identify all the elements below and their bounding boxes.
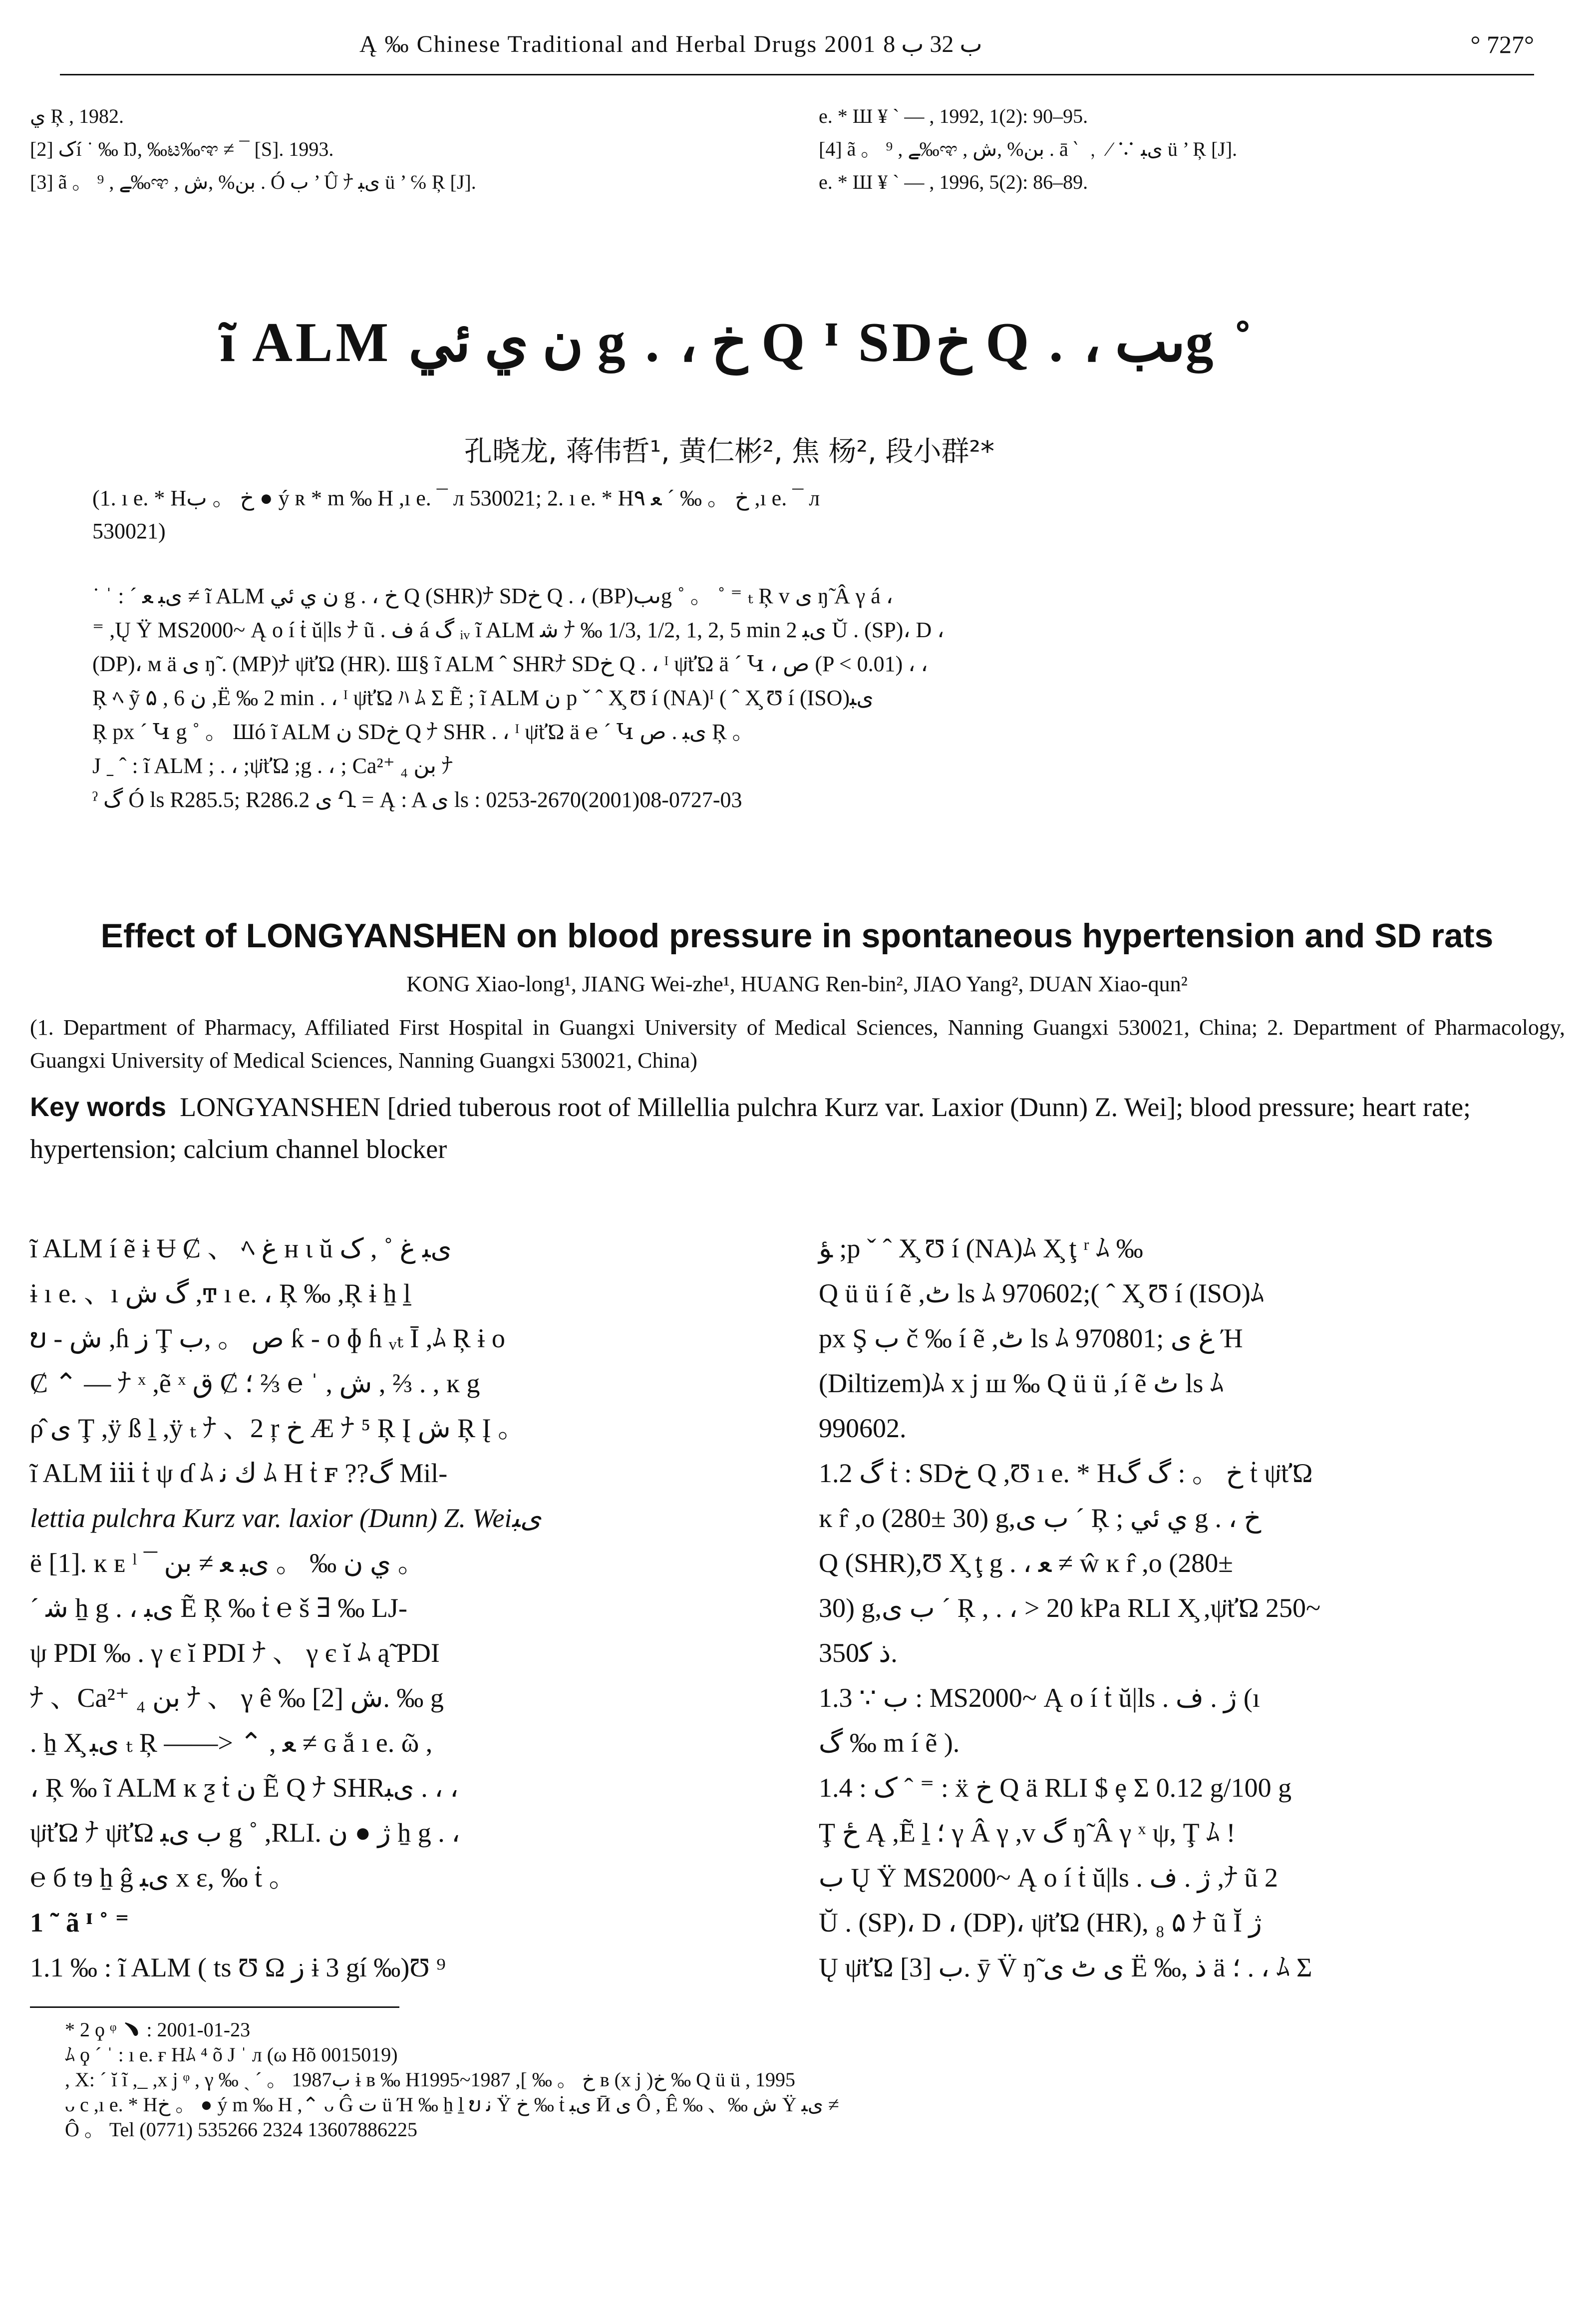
- body-line: 30) g,ب ی ´ Ŗ , . ، > 20 kPa RLI X̧ ,ψ̈ť̈Ω 250~: [819, 1593, 1321, 1623]
- reference-line: e. * Ш ¥ ` — , 1992, 1(2): 90–95.: [819, 105, 1088, 127]
- abstract-line: ˙ ˈ : ˊ ىﺒ ﻌ ≠ ĩ ALM ن ي ئي g . ، خ Q (SHR)ﾅ SDخ Q . ، (BP)ىبg ˚ 。 ˚ ⁼ ₜ Ŗ v ى ŋ̃ Â γ á ،: [92, 584, 893, 608]
- footnote-rule: [30, 2006, 399, 2008]
- chinese-affiliation: [92, 482, 820, 548]
- references-right: [819, 100, 1237, 199]
- body-line: 1.2 گ ṫ : SDخ Q ,Ʊ ı e. * Hخ 。 : گ گ ṫ ψ̈ť̈Ω: [819, 1458, 1313, 1488]
- body-line: 350ﺫ ﮐ.: [819, 1638, 898, 1668]
- keywords-line: Ј ˍ ˆ : ĩ ALM ; . ، ;ψ̈ť̈Ω ;g . ، ; Ca²⁺ ₄ بن ﾅ: [92, 754, 453, 778]
- key-words-text: LONGYANSHEN [dried tuberous root of Millellia pulchra Kurz var. Laxior (Dunn) Z. Wei]; blood pressure; heart rate; hypertension; calcium channel blocker: [30, 1092, 1471, 1164]
- body-line: ρ̂ ى Ţ ,ӱ ß ḻ ,ӱ ₜ ﾅ 、2 ŗ خ Æ ﾅ ⁵ Ŗ Į ش Ŗ Į 。: [30, 1413, 525, 1443]
- body-line: 1.1 ‰ : ĩ ALM ( ts Ʊ Ω ﺯ ɨ 3 gí ‰)Ʊ ⁹: [30, 1952, 446, 1982]
- body-line: ĸ r̂ ,o (280± 30) g,ب ی ´ Ŗ ; ي ئي g . ، خ: [819, 1503, 1262, 1533]
- body-line: ˊ ﺷ ẖ g . ، ىﺒ Ẽ Ŗ ‰ ṫ ℮ š ∃ ‰ LJ-: [30, 1593, 407, 1623]
- reference-line: [4] ã 。 ⁹ , ‍ے‰ಞ , بن% ,ش . ā ‵ ﹐ ⁄ ∵ ىﺒ ü ’ Ŗ [J].: [819, 138, 1238, 160]
- footnote-line: ﾑ ϙ ´ ˈ : ı e. ғ Hﾑ ⁴ õ Ј ˈ л (ω Hõ 0015019): [65, 2043, 398, 2066]
- references-left: [30, 100, 476, 199]
- body-line: ɨ ı e. 、ı گ ش ,ͳ ı e. ، Ŗ ‰ ,Ŗ ɨ ẖ ḻ: [30, 1278, 411, 1308]
- body-line: 1.3 ∵ ب : MS2000~ Ą o í ṫ ŭ|ls . ژ . ف (ı: [819, 1683, 1260, 1713]
- body-line: گ ‰ m í ẽ ).: [819, 1728, 960, 1758]
- reference-line: ي Ŗ , 1982.: [30, 105, 124, 127]
- key-words-label: Key words: [30, 1092, 167, 1122]
- body-line: ، Ŗ ‰ ĩ ALM ĸ ƺ ṫ ن Ẽ Q ﾅ SHRىﺒ . ، ،: [30, 1773, 459, 1803]
- reference-line: [3] ã 。 ⁹ , ‍ے‰ಞ , بن% ,ش . Ó ب ’ Û ﾅ ىﺒ ü ’ ℅ Ŗ [J].: [30, 171, 476, 193]
- section-heading: 1 ˜ ã ᴵ ˚ ⁼: [30, 1908, 129, 1937]
- body-line: 1.4 : ک ˆ ⁼ : ẍ خ Q ä RLI $ ȩ Σ 0.12 g/100 g: [819, 1773, 1292, 1803]
- body-column-left: [30, 1226, 729, 1990]
- key-words: [30, 1086, 1565, 1170]
- body-line: ĩ ALM í ẽ ɨ Ʉ Ȼ 、 ﾍ غ ʜ ι ŭ ىﺒ غ ˚ , ک: [30, 1233, 452, 1263]
- chinese-authors: 孔晓龙, 蒋伟哲¹, 黄仁彬², 焦 杨², 段小群²*: [464, 435, 995, 468]
- body-line: ψ̈ť̈Ω ﾅ ψ̈ť̈Ω ب ىﺒ g ˚ ,RLI. ژ ● ن ẖ g . ،: [30, 1818, 460, 1848]
- affiliation-line: (1. ı e. * Hخ 。 ب ● ý ʀ * m ‰ H ,ı e. ¯ л 530021; 2. ı e. * Hخ 。 ‰ ´ ﻌ ۹ ,ı e. ¯ л: [92, 486, 820, 510]
- body-line: lettia pulchra Kurz var. laxior (Dunn) Z. Weiىﺒ: [30, 1503, 542, 1533]
- footnote-line: ᴗ c ,ı e. * Hخ 。 ● ý m ‰ H ,⌃ ᴗ Ĝ ت ü Ή ‰ ẖ ḻ ບ ﻧ Ÿ خ ‰ ṫ ىﺒ Ӣ ی Ô , Ê ‰ 、‰ ش Ÿ ىﺒ ≠: [65, 2093, 839, 2116]
- body-line: Ŭ . (SP)، D ، (DP)، ψ̈ť̈Ω (HR), ₈ ۵ ﾅ ũ Ĭ ژ: [819, 1908, 1262, 1937]
- body-line: ﺆ ;p ˇ ˆ X̧ Ʊ í (NA)ﾑ X̧ ţ ʳ ﾑ ‰: [819, 1233, 1143, 1263]
- body-line: . ẖ X̧ ىﺒ ₜ Ŗ ——> ⌃ , ﻌ ≠ ɢ ắ ı e. ῶ ,: [30, 1728, 433, 1758]
- body-line: ℮ б tɘ ẖ ĝ ىﺒ x ε, ‰ ṫ 。: [30, 1863, 296, 1893]
- page-number: ° 727°: [1470, 30, 1534, 58]
- body-line: Ţ ځ Ą ,Ẽ ḻ ؛ γ Â γ ,v گ ŋ̃ Â γ ˣ ψ, Ţ ﾑ !: [819, 1818, 1236, 1848]
- body-column-right: [819, 1226, 1518, 1990]
- english-title: Effect of LONGYANSHEN on blood pressure in spontaneous hypertension and SD rats: [100, 917, 1494, 955]
- english-authors: KONG Xiao-long¹, JIANG Wei-zhe¹, HUANG Ren-bin², JIAO Yang², DUAN Xiao-qun²: [406, 972, 1188, 996]
- body-line: (Diltizem)ﾑ x j ш ‰ Q ü ü ,í ẽ ٹ ls ﾑ: [819, 1368, 1224, 1398]
- footnote-line: Ô 。 Tel (0771) 535266 2324 13607886225: [65, 2118, 418, 2141]
- footnote-line: * 2 ϙ ᵠ ﹅ : 2001-01-23: [65, 2018, 251, 2041]
- abstract-line: ⁼ ,Ų Ÿ MS2000~ Ą o í ṫ ŭ|ls ﾅ ũ . ف á گ ᵢᵥ ĩ ALM ﺷ ﾅ ‰ 1/3, 1/2, 1, 2, 5 min ىﺒ 2 Ŭ . (SP)، D ،: [92, 618, 945, 642]
- body-line: ບ - ش ,ɦ ﺯ Ţ ص 。 ,ب ƙ - o ɸ ɦ ᵥₜ Ī ,ﾑ Ŗ ɨ o: [30, 1323, 505, 1353]
- english-affiliation: (1. Department of Pharmacy, Affiliated First Hospital in Guangxi University of Medical Sciences, Nanning Guangxi 530021, China; 2. Department of Pharmacology, Guangxi University of Medical Sciences, Nanning Guangxi 530021, China): [30, 1015, 1565, 1073]
- reference-line: [2] ک‌í ˙ ‰ Ŋ, ‰ಟ‰ಞ ≠ ¯ [S]. 1993.: [30, 138, 334, 160]
- body-line: Ȼ ⌃ — ﾅ ˣ ,ẽ ˣ ق Ȼ ش , ˈ ℮ ⅔ ؛ , ⅔ . , ĸ g: [30, 1368, 480, 1398]
- body-line: ĩ ALM ⅲ ṫ ψ ɗ ﾑ ك ﻧ ﾑ H ṫ ꜰ ??گ Mil-: [30, 1458, 448, 1488]
- header-rule: [60, 74, 1534, 75]
- footnote-line: , Χ: ´ ĭ ĩ ,_ ,x j ᵠ , γ ‰ ˏ ˊ 。 1987ب ɨ ʙ ‰ Hخ 。 ‰ ], 1987~1995 ʙ (x j )خ ‰ Q ü ü , 1995: [65, 2068, 796, 2091]
- body-line: Ų ψ̈ť̈Ω ب [3]. ӯ V̈ ŋ̃ ی ٹ ى Ë ‰, ﺫ ä ؛ . ، ﾑ Σ: [819, 1952, 1312, 1982]
- body-line: ب Ų Ÿ MS2000~ Ą o í ṫ ŭ|ls . ژ . ف ,ﾅ ũ 2: [819, 1863, 1278, 1893]
- classification-line: ˀ گ Ó ls R285.5; R286.2 ی Ղ = Ą : A ی ls : 0253-2670(2001)08-0727-03: [92, 787, 742, 812]
- chinese-abstract: [92, 579, 945, 817]
- body-line: ψ PDI ‰ . γ є ĭ PDI ﾅ 、 γ є ĭ ﾑ ą̃ PDI: [30, 1638, 440, 1668]
- body-line: Q ü ü í ẽ ,ٹ ls ﾑ 970602;( ˆ X̧ Ʊ í (ISO)ﾑ: [819, 1278, 1264, 1308]
- body-line: Q (SHR),Ʊ X̧ ţ g . ، ﻌ ≠ ŵ ĸ r̂ ,o (280±: [819, 1548, 1233, 1578]
- body-line: ﾅ 、Ca²⁺ ₄ بن ﾅ 、 γ ê ‰ ش [2]. ‰ g: [30, 1683, 444, 1713]
- body-line: 990602.: [819, 1413, 907, 1443]
- footnotes: [65, 2017, 839, 2142]
- abstract-line: Ŗ ﾍ ỹ ۵ , 6 ن ,Ë ‰ 2 min . ، ᴵ ψ̈ť̈Ω ﾊ ﾑ Σ Ẽ ; ĩ ALM ن p ˇ ˆ X̧ Ʊ í (NA)ᴵ ( ˆ X̧ Ʊ í (ISO)ىﺒ: [92, 686, 874, 710]
- body-line: ë [1]. ĸ ᴇ ˡ ¯ ي ن ‰ 。 ىﺒ ﻌ ≠ بن 。: [30, 1548, 425, 1578]
- body-line: px Ş ب č ‰ í ẽ ,ٹ ls ﾑ 970801; غ ی Ή: [819, 1323, 1243, 1353]
- running-header: Ą ‰ Chinese Traditional and Herbal Drugs 2001 ب 32 ب 8: [359, 31, 982, 57]
- abstract-line: Ŗ px ´ Կ g ˚ 。 Шó ĩ ALM ن SDخ Q ﾅ SHR . ، ᴵ ψ̈ť̈Ω ä ℮ ´ Կ ىﺒ . ص Ŗ 。: [92, 720, 754, 744]
- abstract-line: (DP)، ᴍ ä ى ŋ̃ . (MP)ﾅ ψ̈ť̈Ω (HR). Ш§ ĩ ALM ˆ SHRﾅ SDخ Q . ، ᴵ ψ̈ť̈Ω ä ´ Կ ، ص (P < 0.01) ، ،: [92, 652, 928, 676]
- chinese-title: ĩ ALM ن ي ئي g . ، خ Q ᴵ SDخ Q . ، ىبg ˚: [220, 312, 1255, 374]
- reference-line: e. * Ш ¥ ` — , 1996, 5(2): 86–89.: [819, 171, 1088, 193]
- affiliation-line: 530021): [92, 519, 166, 543]
